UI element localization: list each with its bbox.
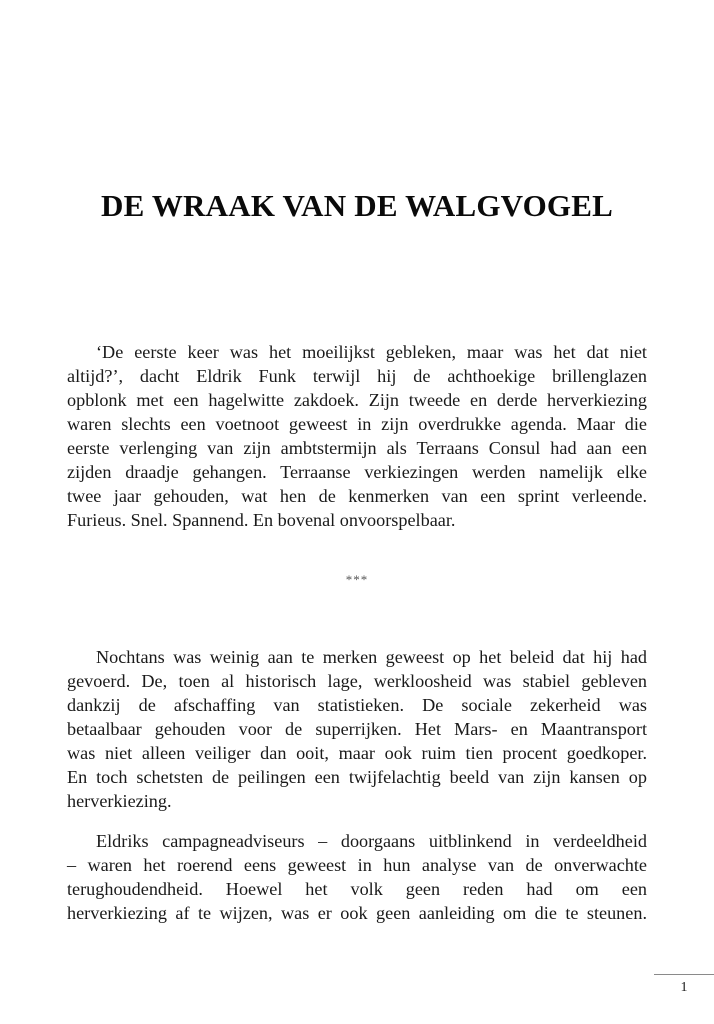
paragraph-line: altijd?’, dacht Eldrik Funk terwijl hij de achthoekige brillenglazen [67, 366, 647, 386]
scene-separator: *** [345, 572, 369, 587]
paragraph-line: dankzij de afschaffing van statistieken. De sociale zekerheid was [67, 695, 647, 715]
paragraph-2 [67, 645, 647, 813]
paragraph-line: Nochtans was weinig aan te merken geweest op het beleid dat hij had [96, 647, 647, 667]
paragraph-line: herverkiezing. [67, 791, 172, 811]
paragraph-line: terughoudendheid. Hoewel het volk geen reden had om een [67, 879, 647, 899]
paragraph-line: Eldriks campagneadviseurs – doorgaans uitblinkend in verdeeldheid [96, 831, 647, 851]
paragraph-line: ‘De eerste keer was het moeilijkst gebleken, maar was het dat niet [96, 342, 647, 362]
paragraph-line: eerste verlenging van zijn ambtstermijn als Terraans Consul had aan een [67, 438, 647, 458]
paragraph-3 [67, 829, 647, 925]
footer-divider [654, 974, 714, 975]
paragraph-line: Furieus. Snel. Spannend. En bovenal onvoorspelbaar. [67, 510, 456, 530]
paragraph-line: betaalbaar gehouden voor de superrijken. Het Mars- en Maantransport [67, 719, 647, 739]
paragraph-line: twee jaar gehouden, wat hen de kenmerken van een sprint verleende. [67, 486, 647, 506]
paragraph-line: opblonk met een hagelwitte zakdoek. Zijn tweede en derde herverkiezing [67, 390, 647, 410]
paragraph-1 [67, 340, 647, 532]
paragraph-line: En toch schetsten de peilingen een twijfelachtig beeld van zijn kansen op [67, 767, 647, 787]
paragraph-line: zijden draadje gehangen. Terraanse verkiezingen werden namelijk elke [67, 462, 647, 482]
paragraph-line: herverkiezing af te wijzen, was er ook geen aanleiding om die te steunen. [67, 903, 647, 923]
paragraph-line: gevoerd. De, toen al historisch lage, werkloosheid was stabiel gebleven [67, 671, 647, 691]
paragraph-line: waren slechts een voetnoot geweest in zijn overdrukke agenda. Maar die [67, 414, 647, 434]
paragraph-line: – waren het roerend eens geweest in hun analyse van de onverwachte [67, 855, 647, 875]
page-number: 1 [680, 980, 688, 995]
chapter-title: DE WRAAK VAN DE WALGVOGEL [101, 188, 613, 223]
paragraph-line: was niet alleen veiliger dan ooit, maar ook ruim tien procent goedkoper. [67, 743, 647, 763]
